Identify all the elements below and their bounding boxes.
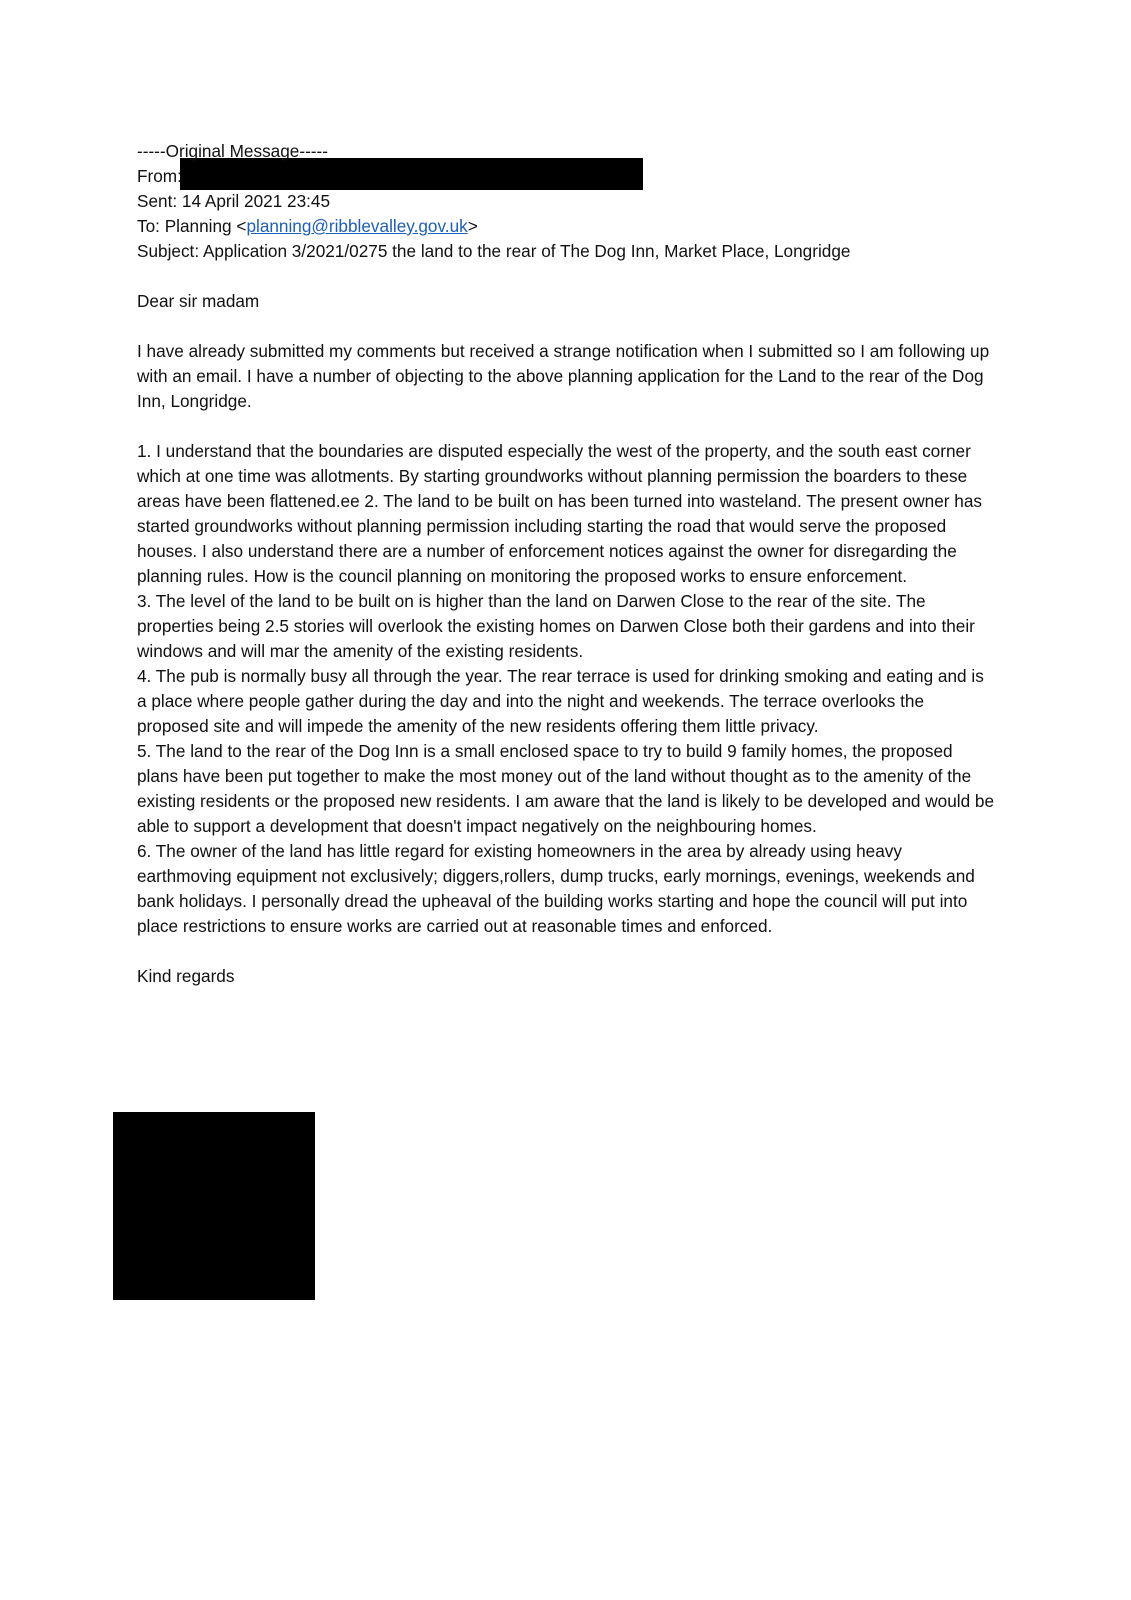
- objection-point-4: 4. The pub is normally busy all through the year. The rear terrace is used for drinking smoking and eating and is a place where people gather during the day and into the night and weekends. The terrace overlooks the proposed site and will impede the amenity of the new residents offering them little privacy.: [137, 666, 984, 736]
- from-line: [137, 164, 997, 189]
- objection-point-5: 5. The land to the rear of the Dog Inn is a small enclosed space to try to build 9 family homes, the proposed plans have been put together to make the most money out of the land without thought as to the amenity of the existing residents or the proposed new residents. I am aware that the land is likely to be developed and would be able to support a development that doesn't impact negatively on the neighbouring homes.: [137, 741, 995, 836]
- original-message-line: -----Original Message-----: [137, 141, 328, 161]
- objection-point-1: 1. I understand that the boundaries are disputed especially the west of the property, and the south east corner which at one time was allotments. By starting groundworks without planning permission the boarders to these areas have been flattened.ee 2. The land to be built on has been turned into wasteland. The present owner has started groundworks without planning permission including starting the road that would serve the proposed houses. I also understand there are a number of enforcement notices against the owner for disregarding the planning rules. How is the council planning on monitoring the proposed works to ensure enforcement.: [137, 441, 983, 586]
- spacer: [137, 939, 997, 964]
- closing: Kind regards: [137, 966, 235, 986]
- redacted-signature: [113, 1112, 315, 1300]
- to-line: [137, 214, 997, 239]
- sent-value: 14 April 2021 23:45: [181, 191, 331, 211]
- objection-point-3: 3. The level of the land to be built on is higher than the land on Darwen Close to the rear of the site. The properties being 2.5 stories will overlook the existing homes on Darwen Close both their gardens and into their windows and will mar the amenity of the existing residents.: [137, 591, 975, 661]
- objection-point-6: 6. The owner of the land has little regard for existing homeowners in the area by already using heavy earthmoving equipment not exclusively; diggers,rollers, dump trucks, early mornings, evenings, weekends and bank holidays. I personally dread the upheaval of the building works starting and hope the council will put into place restrictions to ensure works are carried out at reasonable times and enforced.: [137, 841, 975, 936]
- subject-label: Subject:: [137, 241, 200, 261]
- sent-label: Sent:: [137, 191, 178, 211]
- spacer: [137, 314, 997, 339]
- email-content: [137, 139, 997, 989]
- subject-line: [137, 239, 997, 264]
- to-name: Planning <: [164, 216, 247, 236]
- to-close: >: [467, 216, 478, 236]
- intro-paragraph: I have already submitted my comments but received a strange notification when I submitted so I am following up with an email. I have a number of objecting to the above planning application for the Land to the rear of the Dog Inn, Longridge.: [137, 341, 990, 411]
- to-label: To:: [137, 216, 160, 236]
- greeting: Dear sir madam: [137, 291, 260, 311]
- to-email-link[interactable]: planning@ribblevalley.gov.uk: [246, 216, 468, 236]
- from-label: From:: [137, 166, 182, 186]
- spacer: [137, 414, 997, 439]
- sent-line: [137, 189, 997, 214]
- spacer: [137, 264, 997, 289]
- subject-value: Application 3/2021/0275 the land to the rear of The Dog Inn, Market Place, Longridge: [202, 241, 851, 261]
